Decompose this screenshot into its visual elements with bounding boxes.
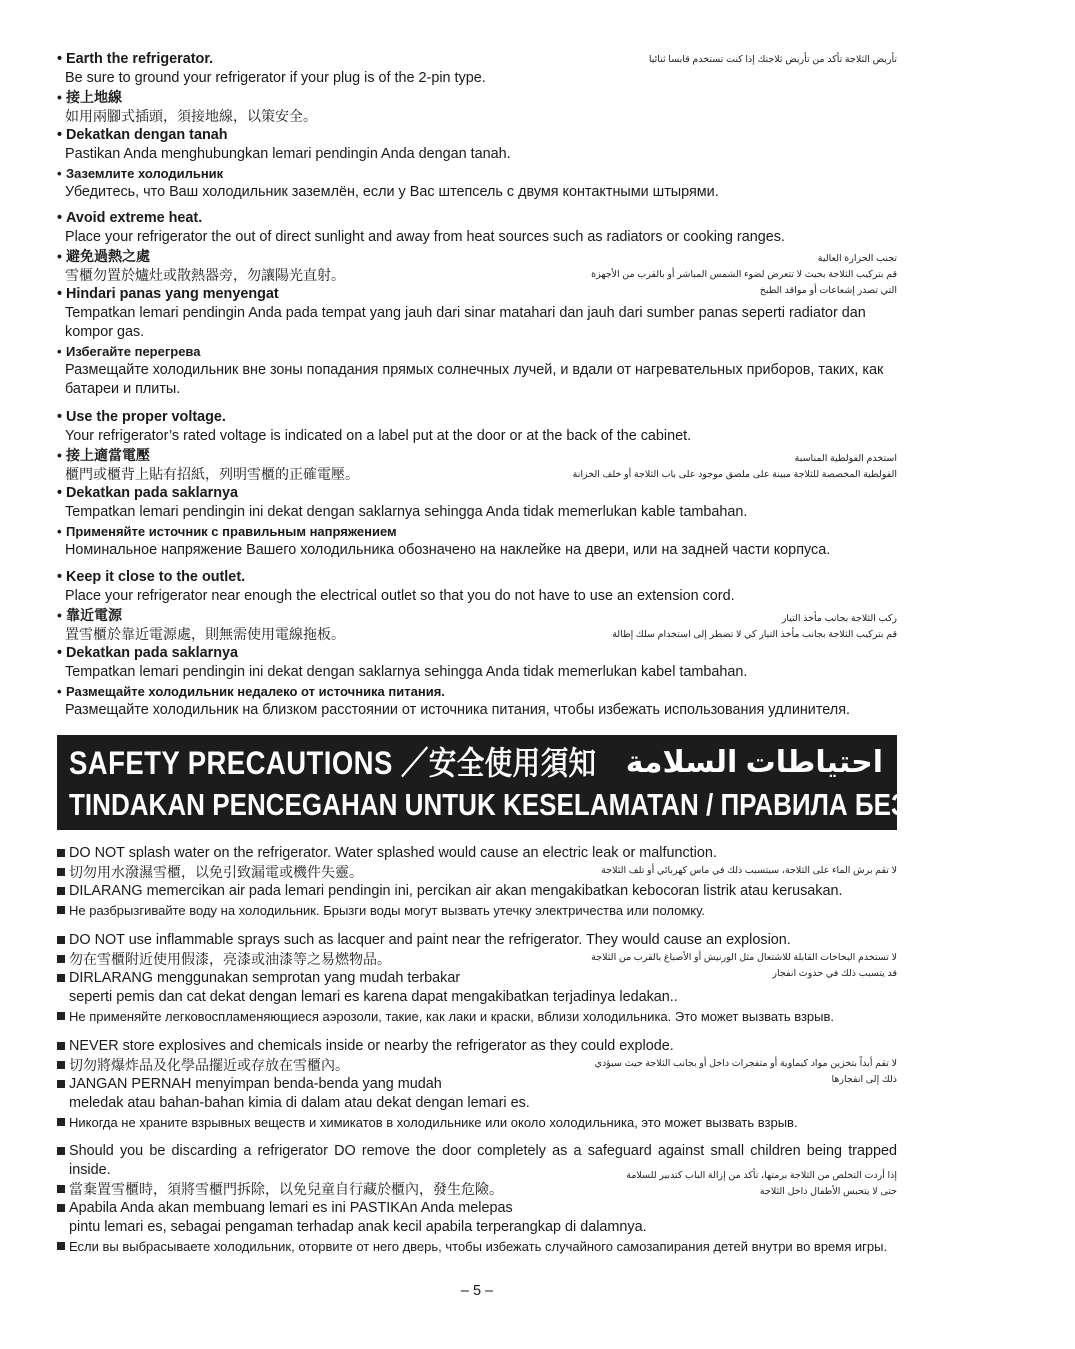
tip-heading-text: Dekatkan dengan tanah	[66, 127, 228, 143]
tip-heading	[57, 88, 897, 107]
arabic-line: قم بتركيب الثلاجة بحيث لا تتعرض لضوء الشمس المباشر أو بالقرب من الأجهزة	[591, 269, 897, 280]
tip-text: Tempatkan lemari pendingin Anda pada tempat yang jauh dari sinar matahari dan jauh dari sumber panas seperti radiator dan kompor gas.	[65, 305, 866, 340]
banner-title-line1: SAFETY PRECAUTIONS ／安全使用須知	[69, 745, 597, 781]
precaution-arabic	[480, 1168, 897, 1200]
tip-arabic	[480, 611, 897, 643]
tip-heading	[57, 484, 897, 503]
banner-title-line2: TINDAKAN PENCEGAHAN UNTUK KESELAMATAN / ПРАВИЛА БЕЗОПАСНОСТИ	[69, 787, 1075, 822]
tip-heading-text: Применяйте источник с правильным напряжением	[66, 524, 397, 539]
tip-heading-text: Dekatkan pada saklarnya	[66, 645, 238, 661]
tip-heading-text: Заземлите холодильник	[66, 166, 224, 181]
arabic-line: لا تقم أبداً بتخزين مواد كيماوية أو متفجرات داخل أو بجانب الثلاجة حيث سيؤدي	[594, 1058, 897, 1069]
tip-text: 櫃門或櫃背上貼有招紙，列明雪櫃的正確電壓。	[65, 466, 359, 482]
tip-arabic	[480, 251, 897, 299]
tip-heading-text: Keep it close to the outlet.	[66, 569, 246, 585]
precaution-text: DILARANG memercikan air pada lemari pendingin ini, percikan air akan mengakibatkan kebocoran listrik atau kerusakan.	[57, 882, 897, 901]
tip-heading-text: Размещайте холодильник недалеко от источника питания.	[66, 684, 445, 699]
arabic-line: الفولطية المخصصة للثلاجة مبينة على ملصق موجود على باب الثلاجة أو خلف الخزانة	[572, 469, 897, 480]
tip-text: Размещайте холодильник на близком расстоянии от источника питания, чтобы избежать использования удлинителя.	[65, 702, 850, 718]
tip-heading	[57, 209, 897, 228]
precaution-text: Should you be discarding a refrigerator DO remove the door completely as a safeguard against small children being trapped inside.	[57, 1142, 897, 1180]
tip-text: 置雪櫃於靠近電源處，則無需使用電線拖板。	[65, 626, 345, 642]
precaution-text: 勿在雪櫃附近使用假漆，亮漆或油漆等之易燃物品。	[57, 950, 897, 969]
tip-text: Убедитесь, что Ваш холодильник заземлён, если у Вас штепсель с двумя контактными штырями.	[65, 184, 719, 200]
arabic-line: إذا أردت التخلص من الثلاجة برمتها، تأكد من إزالة الباب كتدبير للسلامة	[626, 1170, 897, 1181]
tip-heading-text: Earth the refrigerator.	[66, 51, 214, 67]
tip-text: Tempatkan lemari pendingin ini dekat dengan saklarnya sehingga Anda tidak memerlukan kabel tambahan.	[65, 664, 748, 680]
precaution-text: DO NOT use inflammable sprays such as lacquer and paint near the refrigerator. They would cause an explosion.	[57, 931, 897, 950]
precaution-text: NEVER store explosives and chemicals inside or nearby the refrigerator as they could explode.	[57, 1037, 897, 1056]
tip-text: Размещайте холодильник вне зоны попадания прямых солнечных лучей, и вдали от нагревательных приборов, таких, как батареи и плиты.	[65, 362, 884, 397]
tip-block	[57, 568, 897, 720]
arabic-line: تجنب الحرارة العالية	[817, 253, 897, 264]
tip-text: Pastikan Anda menghubungkan lemari pendingin Anda dengan tanah.	[65, 146, 511, 162]
tip-heading-text: Dekatkan pada saklarnya	[66, 485, 238, 501]
tip-heading-text: 避免過熱之處	[66, 248, 150, 264]
tip-heading-text: Hindari panas yang menyengat	[66, 286, 279, 302]
tip-heading	[57, 126, 897, 145]
arabic-line: استخدم الفولطية المناسبة	[794, 453, 897, 464]
tip-heading-text: Избегайте перегрева	[66, 344, 201, 359]
arabic-line: ذلك إلى انفجارها	[831, 1074, 897, 1085]
tip-text: 如用兩腳式插頭，須接地線，以策安全。	[65, 108, 317, 124]
precaution-text: 切勿用水潑濕雪櫃，以免引致漏電或機件失靈。	[57, 863, 897, 882]
tip-heading	[57, 644, 897, 663]
precaution-block	[57, 844, 897, 920]
tip-text: Place your refrigerator near enough the electrical outlet so that you do not have to use an extension cord.	[65, 588, 735, 604]
tip-heading-text: 接上地線	[66, 89, 122, 105]
precaution-text: pintu lemari es, sebagai pengaman terhadap anak kecil apabila terperangkap di dalamnya.	[69, 1219, 647, 1235]
arabic-line: تأريض الثلاجة تأكد من تأريض ثلاجتك إذا كنت تستخدم قابسا ثنائيا	[648, 54, 897, 65]
tip-heading-text: 靠近電源	[66, 607, 122, 623]
precaution-text: Apabila Anda akan membuang lemari es ini PASTIKAn Anda melepas	[57, 1199, 897, 1218]
arabic-line: لا تستخدم البخاخات القابلة للاشتعال مثل الورنيش أو الأصباغ بالقرب من الثلاجة	[591, 952, 897, 963]
banner-title-arabic: احتياطات السلامة	[625, 746, 883, 779]
tip-arabic	[480, 451, 897, 483]
precaution-text: seperti pemis dan cat dekat dengan lemari es karena dapat mengakibatkan terjadinya ledakan..	[69, 989, 678, 1005]
tip-text: Номинальное напряжение Вашего холодильника обозначено на наклейке на двери, или на задней части корпуса.	[65, 542, 831, 558]
precaution-text: DIRLARANG menggunakan semprotan yang mudah terbakar	[57, 969, 897, 988]
precaution-arabic	[480, 1056, 897, 1088]
arabic-line: لا تقم برش الماء على الثلاجة، سيتسبب ذلك في ماس كهربائي أو تلف الثلاجة	[601, 865, 897, 876]
tip-arabic	[480, 52, 897, 68]
tip-block	[57, 209, 897, 399]
precaution-text: DO NOT splash water on the refrigerator. Water splashed would cause an electric leak or malfunction.	[57, 844, 897, 863]
precaution-text: 當棄置雪櫃時，須將雪櫃門拆除，以免兒童自行藏於櫃內，發生危險。	[57, 1180, 897, 1199]
precaution-text: Никогда не храните взрывных веществ и химикатов в холодильнике или около холодильника, это может вызвать взрыв.	[57, 1113, 897, 1132]
precaution-text: meledak atau bahan-bahan kimia di dalam atau dekat dengan lemari es.	[69, 1095, 530, 1111]
tip-heading	[57, 164, 897, 183]
arabic-line: التي تصدر إشعاعات أو مواقد الطبخ	[759, 285, 897, 296]
tip-heading	[57, 522, 897, 541]
tip-text: Be sure to ground your refrigerator if your plug is of the 2-pin type.	[65, 70, 486, 86]
tip-text: Tempatkan lemari pendingin ini dekat dengan saklarnya sehingga Anda tidak memerlukan kable tambahan.	[65, 504, 748, 520]
tip-heading	[57, 408, 897, 427]
precaution-text: Не применяйте легковоспламеняющиеся аэрозоли, такие, как лаки и краски, вблизи холодильника. Это может вызвать взрыв.	[57, 1007, 897, 1026]
tip-text: 雪櫃勿置於爐灶或散熱器旁，勿讓陽光直射。	[65, 267, 345, 283]
arabic-line: ركب الثلاجة بجانب مأخذ التيار	[781, 613, 897, 624]
tip-heading	[57, 682, 897, 701]
tip-heading-text: 接上適當電壓	[66, 447, 150, 463]
tip-text: Place your refrigerator the out of direct sunlight and away from heat sources such as radiators or cooking ranges.	[65, 229, 785, 245]
arabic-line: قم بتركيب الثلاجة بجانب مأخذ التيار كي لا تضطر إلى استخدام سلك إطالة	[612, 629, 897, 640]
precaution-text: Если вы выбрасываете холодильник, оторвите от него дверь, чтобы избежать случайного самозапирания детей внутри во время игры.	[57, 1237, 897, 1256]
precaution-arabic	[480, 863, 897, 879]
tip-heading-text: Use the proper voltage.	[66, 409, 226, 425]
precaution-text: Не разбрызгивайте воду на холодильник. Брызги воды могут вызвать утечку электричества или поломку.	[57, 901, 897, 920]
arabic-line: قد يتسبب ذلك في حدوث انفجار	[772, 968, 897, 979]
tip-heading-text: Avoid extreme heat.	[66, 210, 203, 226]
arabic-line: حتى لا يتحبس الأطفال داخل الثلاجة	[759, 1186, 897, 1197]
page-number: – 5 –	[460, 1283, 494, 1299]
precaution-text: JANGAN PERNAH menyimpan benda-benda yang mudah	[57, 1075, 897, 1094]
section-banner	[57, 735, 1075, 830]
tip-heading	[57, 568, 897, 587]
tip-block	[57, 50, 897, 202]
precaution-arabic	[480, 950, 897, 982]
tip-block	[57, 408, 897, 560]
tip-text: Your refrigerator’s rated voltage is indicated on a label put at the door or at the back of the cabinet.	[65, 428, 692, 444]
precaution-text: 切勿將爆炸品及化學品擺近或存放在雪櫃內。	[57, 1056, 897, 1075]
tip-heading	[57, 342, 897, 361]
